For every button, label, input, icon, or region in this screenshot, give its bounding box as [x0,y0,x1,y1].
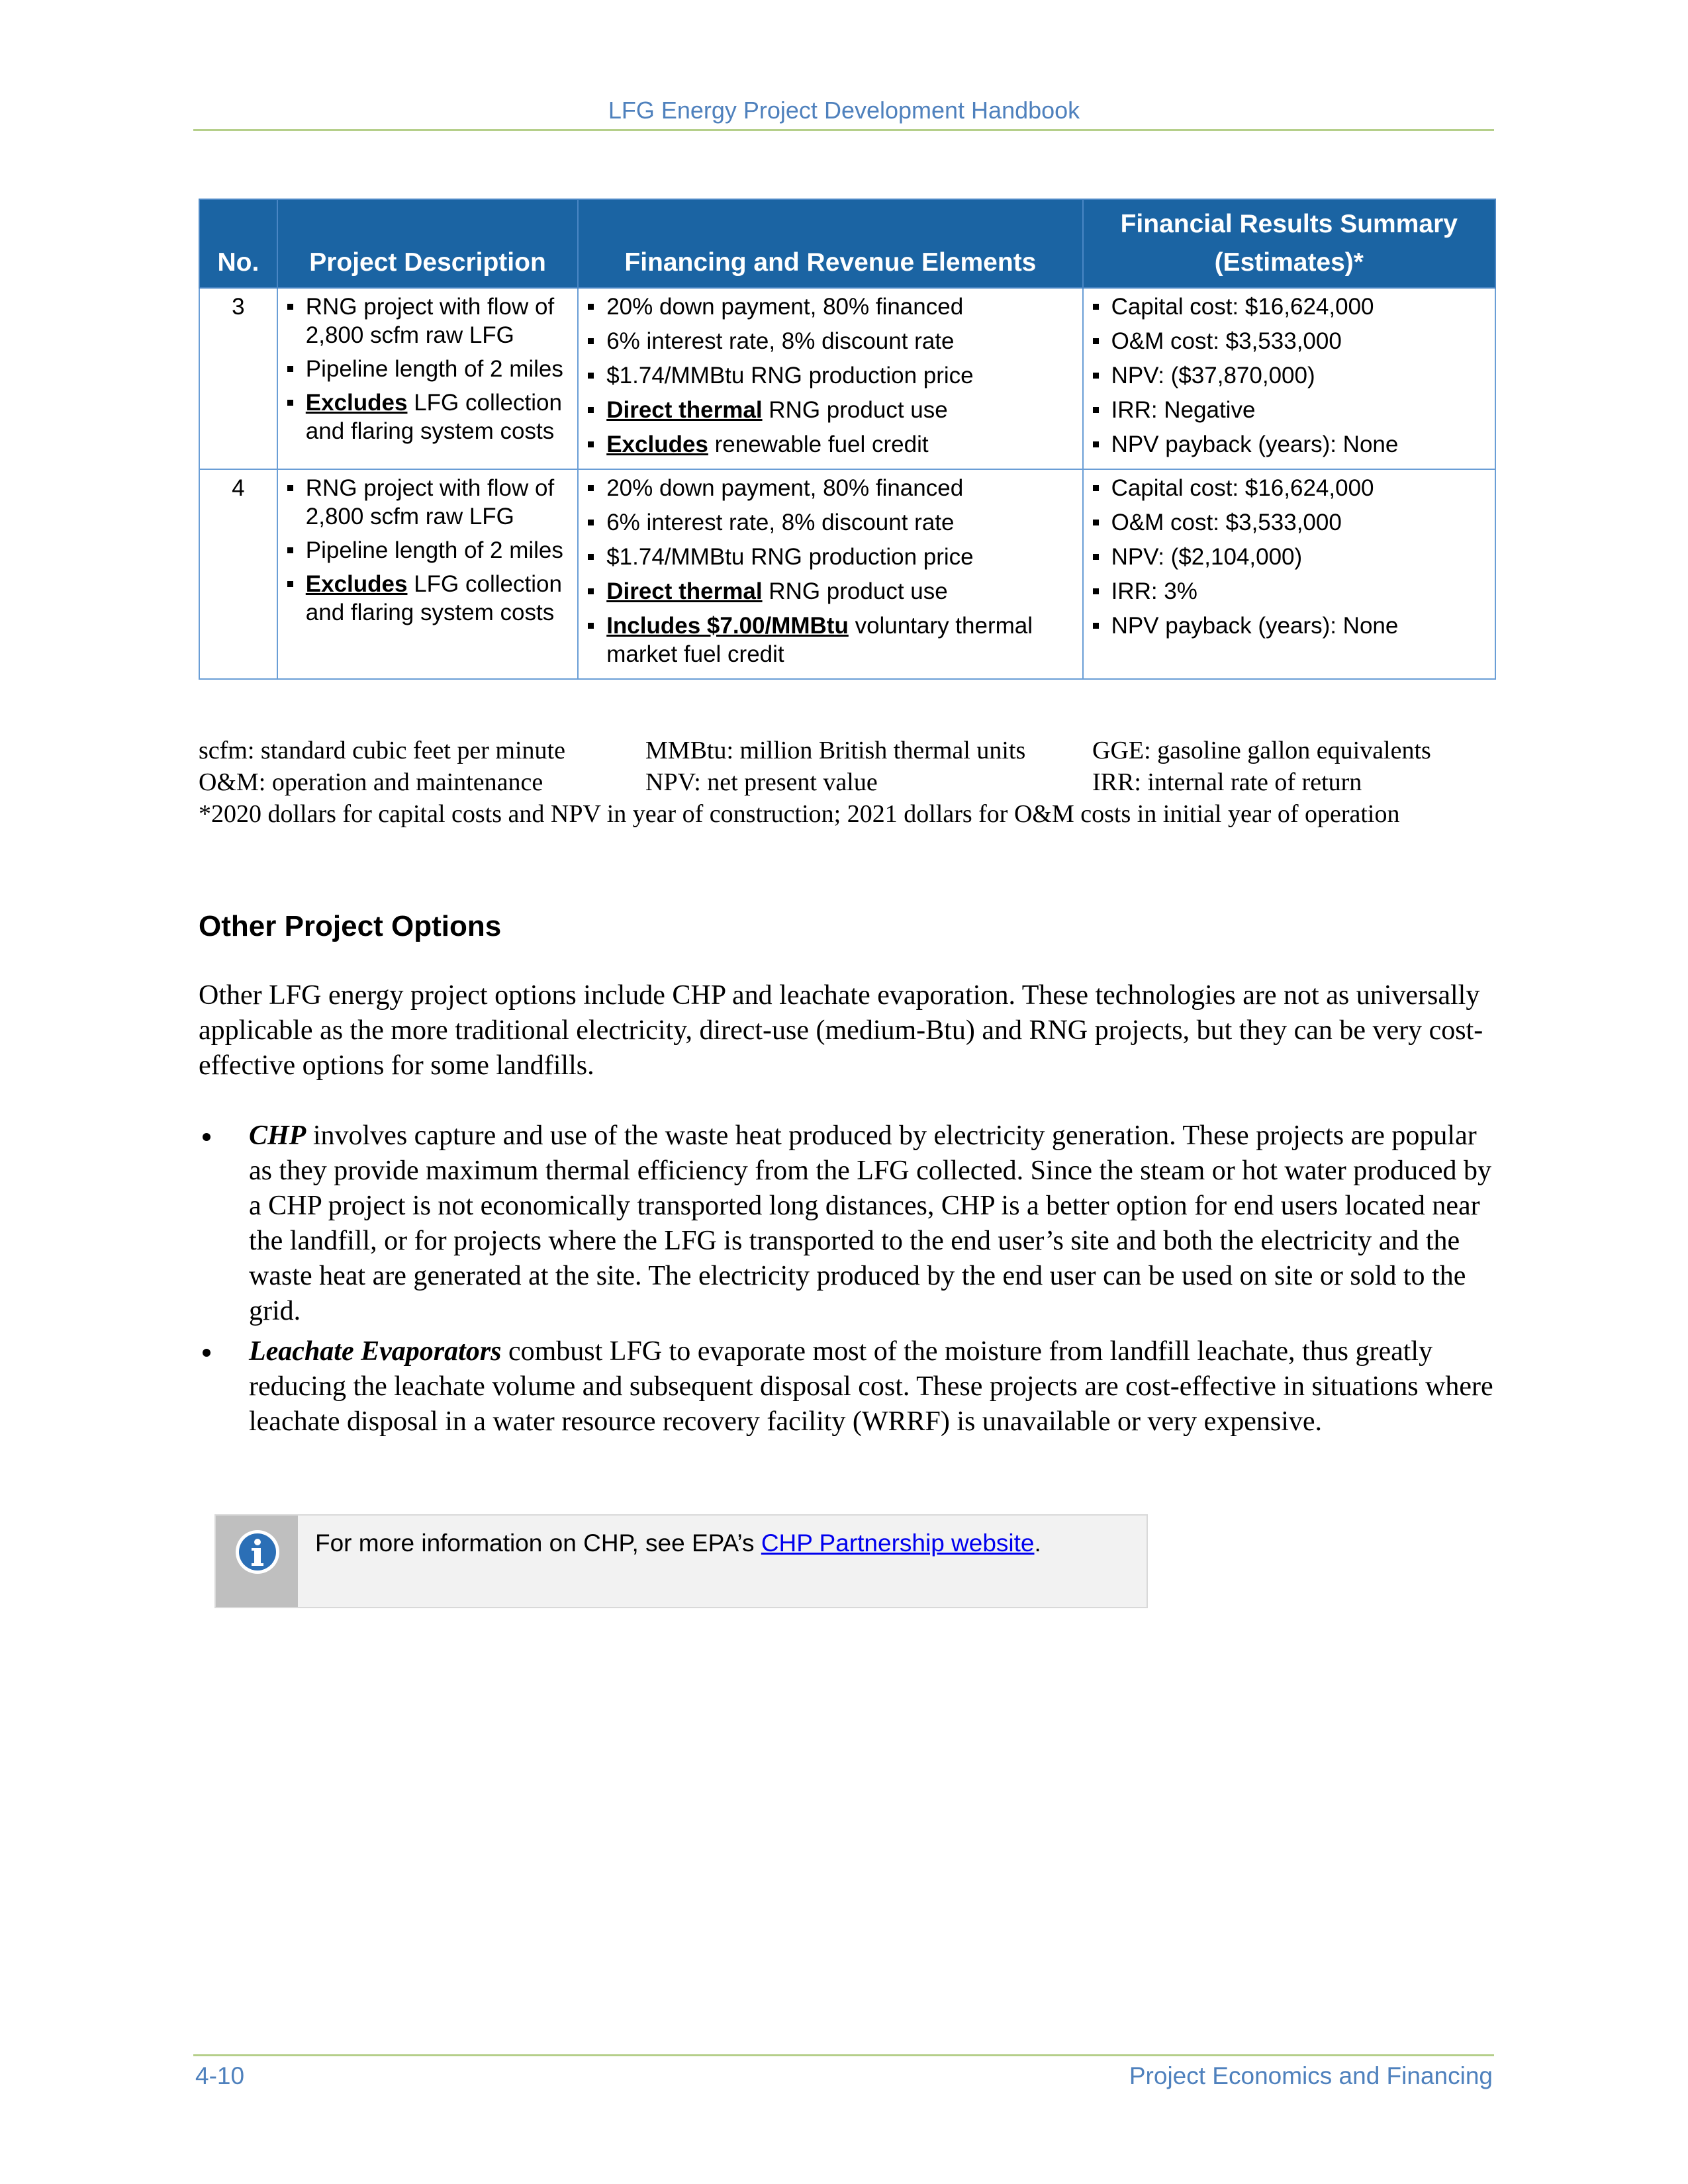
list-item [286,355,569,383]
section-intro-paragraph: Other LFG energy project options include CHP and leachate evaporation. These technologies are not as universally applicable as the more traditional electricity, direct-use (medium-Btu) and RNG projects, but they can be very cost-effective options for some landfills. [199,980,1483,1081]
column-header-no: No. [199,199,277,288]
financial-results-table [199,199,1496,680]
abbreviation-irr: IRR: internal rate of return [1092,768,1362,796]
list-item [586,430,1074,459]
cell-financing-elements-list [586,293,1074,459]
list-item: O&M cost: $3,533,000 [1092,327,1487,355]
item-text: RNG project with flow of 2,800 scfm raw LFG [305,294,555,348]
emphasis-text: Includes $7.00/MMBtu [606,613,849,639]
info-callout-sidebar [216,1516,298,1607]
cell-project-number: 4 [199,469,277,679]
emphasis-text: Excludes [305,571,408,597]
emphasis-text: Direct thermal [606,578,763,604]
list-item: IRR: 3% [1092,577,1487,606]
cell-financial-results [1083,288,1495,469]
abbreviation-npv: NPV: net present value [645,768,878,796]
list-item [286,570,569,627]
cell-project-description [277,288,578,469]
chp-description: involves capture and use of the waste heat produced by electricity generation. These projects are popular as they provide maximum thermal efficiency from the LFG collected. Since the steam or hot water produced by a CHP project is not economically transported long distances, CHP is a better option for end users located near the landfill, or for projects where the LFG is transported to the end user’s site and both the electricity and the waste heat are generated at the site. The electricity produced by the end user can be used on site or sold to the grid. [249,1120,1491,1326]
info-text-before: For more information on CHP, see EPA’s [315,1529,761,1557]
item-text: Pipeline length of 2 miles [305,356,563,382]
abbreviation-om: O&M: operation and maintenance [199,768,543,796]
column-header-financing: Financing and Revenue Elements [578,199,1082,288]
abbreviation-scfm: scfm: standard cubic feet per minute [199,737,565,764]
item-text: voluntary thermal market fuel credit [606,613,1033,667]
cell-financial-results [1083,469,1495,679]
table-header-row [199,199,1495,288]
chapter-title: Project Economics and Financing [1129,2062,1493,2089]
list-item [286,474,569,531]
list-item [586,396,1074,424]
info-icon [234,1529,281,1575]
table-notes [199,735,1516,830]
list-item [586,293,1074,321]
list-item [286,293,569,349]
cell-project-description [277,469,578,679]
list-item: Capital cost: $16,624,000 [1092,293,1487,321]
abbreviation-row [199,735,1516,766]
item-text: LFG collection and flaring system costs [305,390,562,444]
list-item: O&M cost: $3,533,000 [1092,508,1487,537]
item-text: 6% interest rate, 8% discount rate [606,328,955,354]
cell-financial-results-list [1092,293,1487,459]
emphasis-text: Direct thermal [606,397,763,423]
list-item [586,612,1074,668]
cell-financing-elements-list [586,474,1074,668]
chp-partnership-link[interactable]: CHP Partnership website [761,1529,1035,1557]
item-text: Pipeline length of 2 miles [305,537,563,563]
table-body [199,288,1495,679]
section-heading: Other Project Options [199,910,502,942]
table-row [199,288,1495,469]
list-item [586,327,1074,355]
column-header-results [1083,199,1495,288]
list-item: NPV: ($2,104,000) [1092,543,1487,571]
list-item: NPV: ($37,870,000) [1092,361,1487,390]
header-divider [193,129,1494,131]
results-header-line-1: Financial Results Summary [1120,210,1458,238]
list-item [586,508,1074,537]
column-header-project-description: Project Description [277,199,578,288]
results-header-line-2: (Estimates)* [1214,248,1364,277]
list-item: NPV payback (years): None [1092,612,1487,640]
cell-financing-elements [578,288,1082,469]
footer-divider [193,2054,1494,2056]
list-item: NPV payback (years): None [1092,430,1487,459]
term-leachate-evaporators: Leachate Evaporators [249,1336,502,1367]
cell-financing-elements [578,469,1082,679]
list-item [586,474,1074,502]
page-number: 4-10 [195,2062,245,2089]
cell-financial-results-list [1092,474,1487,640]
table-row [199,469,1495,679]
list-item [586,577,1074,606]
abbreviation-row [199,766,1516,798]
list-item [286,536,569,565]
project-options-list [199,1118,1496,1445]
list-item [586,543,1074,571]
list-item-leachate-evaporators [199,1334,1496,1439]
info-callout [214,1514,1148,1608]
item-text: 20% down payment, 80% financed [606,294,964,320]
emphasis-text: Excludes [305,390,408,416]
item-text: $1.74/MMBtu RNG production price [606,363,974,388]
list-item: IRR: Negative [1092,396,1487,424]
emphasis-text: Excludes [606,432,708,457]
list-item [586,361,1074,390]
item-text: RNG product use [762,578,948,604]
info-text-after: . [1034,1529,1041,1557]
item-text: RNG project with flow of 2,800 scfm raw LFG [305,475,555,529]
item-text: renewable fuel credit [708,432,929,457]
item-text: LFG collection and flaring system costs [305,571,562,625]
item-text: $1.74/MMBtu RNG production price [606,544,974,570]
leachate-evaporators-description: combust LFG to evaporate most of the moisture from landfill leachate, thus greatly reducing the leachate volume and subsequent disposal cost. These projects are cost-effective in situations where leachate disposal in a water resource recovery facility (WRRF) is unavailable or very expensive. [249,1336,1493,1437]
running-header: LFG Energy Project Development Handbook [608,97,1080,124]
abbreviation-mmbtu: MMBtu: million British thermal units [645,737,1026,764]
list-item [286,388,569,445]
cell-project-description-list [286,293,569,445]
term-chp: CHP [249,1120,306,1151]
list-item: Capital cost: $16,624,000 [1092,474,1487,502]
item-text: 6% interest rate, 8% discount rate [606,510,955,535]
item-text: RNG product use [762,397,948,423]
dollar-year-note: *2020 dollars for capital costs and NPV in year of construction; 2021 dollars for O&M costs in initial year of operation [199,800,1400,828]
item-text: 20% down payment, 80% financed [606,475,964,501]
cell-project-description-list [286,474,569,627]
info-callout-text [315,1529,1041,1558]
abbreviation-gge: GGE: gasoline gallon equivalents [1092,737,1431,764]
list-item-chp [199,1118,1496,1329]
cell-project-number: 3 [199,288,277,469]
